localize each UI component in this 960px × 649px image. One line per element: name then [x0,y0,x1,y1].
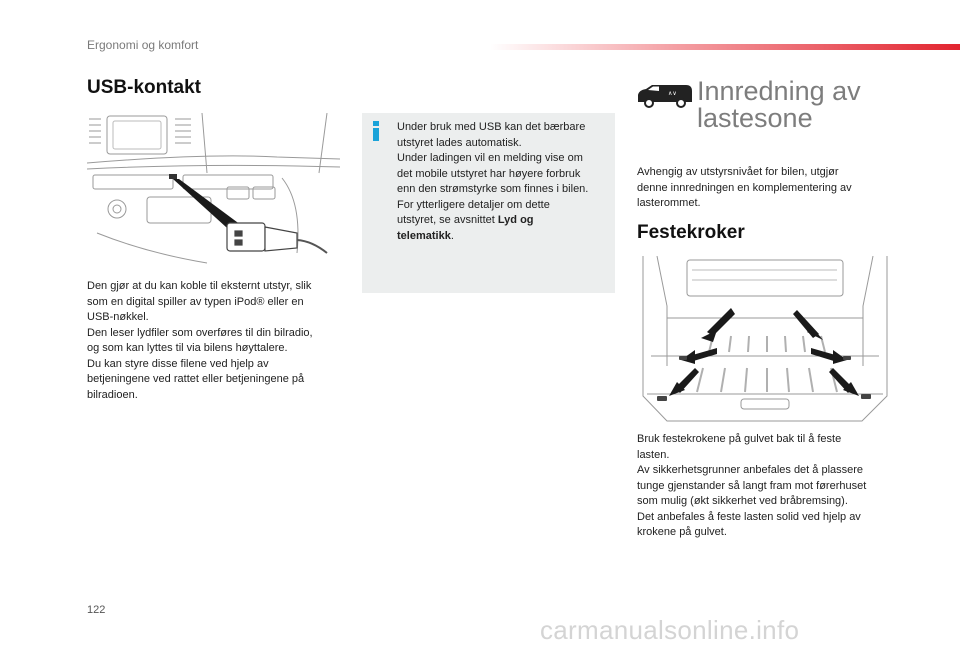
usb-line-2: som en digital spiller av typen iPod® eller en [87,295,304,308]
cargo-title-line-1: Innredning av [697,76,861,106]
cargo-intro-line-2: denne innredningen en komplementering av [637,181,852,194]
hooks-description [637,432,897,541]
info-line-7-text: utstyret, se avsnittet [397,214,498,226]
info-end-punct: . [450,229,454,242]
hooks-line-3: Av sikkerhetsgrunner anbefales det å plassere [637,464,864,476]
usb-line-5: og som kan lyttes til via bilens høyttalere. [87,342,288,354]
van-icon [636,84,694,108]
cargo-title-line-2: lastesone [697,103,813,133]
cargo-floor-illustration [637,256,892,426]
info-line-8 [397,229,609,245]
watermark: carmanualsonline.info [540,615,800,645]
usb-section-title: USB-kontakt [87,77,202,98]
usb-description [87,279,347,403]
running-header: Ergonomi og komfort [87,38,199,52]
usb-line-3: USB-nøkkel. [87,311,149,323]
hooks-line-1: Bruk festekrokene på gulvet bak til å feste [637,433,842,445]
hooks-line-5: som mulig (økt sikkerhet ved bråbremsing). [637,495,848,507]
info-crossref-1: Lyd og [497,214,534,226]
info-crossref-2: telematikk [397,229,451,242]
info-line-4: det mobile utstyret har høyere forbruk [397,167,581,180]
info-line-7 [397,213,609,229]
hooks-line-7: krokene på gulvet. [637,526,727,538]
header-accent-bar [490,44,960,50]
usb-line-6: Du kan styre disse filene ved hjelp av [87,357,269,370]
page-number: 122 [87,604,106,616]
info-line-5: enn den strømstyrke som finnes i bilen. [397,183,589,195]
usb-dashboard-illustration [87,113,340,273]
hooks-section-title: Festekroker [637,222,745,243]
info-line-6: For ytterligere detaljer om dette [397,198,550,211]
usb-line-4: Den leser lydfiler som overføres til din bilradio, [87,326,313,339]
info-text [397,120,609,244]
info-line-2: utstyret lades automatisk. [397,136,522,149]
hooks-line-6: Det anbefales å feste lasten solid ved hjelp av [637,510,861,523]
hooks-line-2: lasten. [637,448,670,461]
info-line-3: Under ladingen vil en melding vise om [397,152,583,164]
usb-line-8: bilradioen. [87,388,138,401]
info-icon [370,120,382,142]
cargo-intro [637,165,897,212]
cargo-intro-line-3: lasterommet. [637,197,701,209]
hooks-line-4: tunge gjenstander så langt fram mot førerhuset [637,479,867,492]
cargo-section-title [697,78,861,132]
info-line-1: Under bruk med USB kan det bærbare [397,121,586,133]
cargo-intro-line-1: Avhengig av utstyrsnivået for bilen, utgjør [637,166,839,178]
usb-line-7: betjeningene ved rattet eller betjeningene på [87,373,305,385]
svg-text:∧∨: ∧∨ [668,91,677,97]
usb-line-1: Den gjør at du kan koble til eksternt utstyr, slik [87,280,312,292]
